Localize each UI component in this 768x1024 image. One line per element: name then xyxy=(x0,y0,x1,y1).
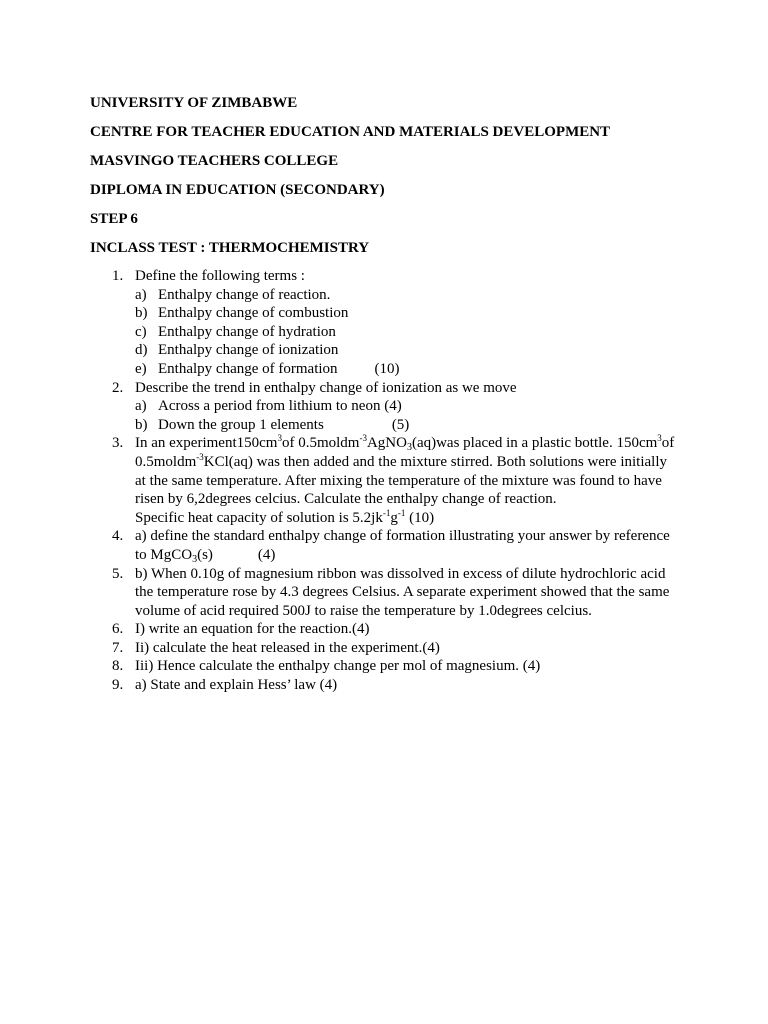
question-text: a) State and explain Hess’ law (4) xyxy=(135,677,338,694)
question-text-line xyxy=(135,453,680,472)
question-8 xyxy=(0,657,768,676)
question-text-line xyxy=(135,509,680,528)
sub-text: Enthalpy change of formation xyxy=(158,360,338,377)
question-text: Define the following terms : xyxy=(135,268,305,284)
sub-letter: b) xyxy=(135,416,148,433)
question-number: 7. xyxy=(112,639,124,656)
sub-text: Down the group 1 elements xyxy=(158,416,324,433)
question-text-line xyxy=(135,434,680,453)
sub-question xyxy=(135,286,680,305)
question-number: 9. xyxy=(112,677,124,694)
marks-label: (4) xyxy=(257,546,276,563)
question-text: Describe the trend in enthalpy change of ionization as we move xyxy=(135,379,517,396)
text-run: to MgCO xyxy=(135,546,193,563)
sub-text: Enthalpy change of ionization xyxy=(158,342,339,359)
text-run: AgNO xyxy=(366,435,407,452)
heading-university: UNIVERSITY OF ZIMBABWE xyxy=(90,95,298,111)
question-number: 5. xyxy=(112,565,124,582)
text-run: (s) xyxy=(197,546,213,563)
sub-question xyxy=(135,397,680,416)
question-text-line: a) define the standard enthalpy change of formation illustrating your answer by reference xyxy=(135,528,670,545)
sub-text: Enthalpy change of hydration xyxy=(158,323,336,340)
heading-diploma: DIPLOMA IN EDUCATION (SECONDARY) xyxy=(90,182,385,198)
superscript: 3 xyxy=(657,433,662,444)
text-run: 0.5moldm xyxy=(135,453,197,470)
question-7 xyxy=(0,639,768,658)
question-number: 2. xyxy=(112,379,124,396)
superscript: -3 xyxy=(196,451,204,462)
marks-label: (5) xyxy=(391,416,410,433)
question-text-line: the temperature rose by 4.3 degrees Celsius. A separate experiment showed that the same xyxy=(135,584,670,601)
question-number: 6. xyxy=(112,621,124,638)
question-3 xyxy=(0,434,768,527)
question-4 xyxy=(0,527,768,564)
sub-letter: d) xyxy=(135,342,148,359)
sub-text: Enthalpy change of reaction. xyxy=(158,286,331,303)
question-text-line: volume of acid required 500J to raise the temperature by 1.0degrees celcius. xyxy=(135,602,592,619)
sub-question xyxy=(135,323,680,342)
sub-text: Across a period from lithium to neon (4) xyxy=(158,398,402,415)
sub-question xyxy=(135,304,680,323)
text-run: KCl(aq) was then added and the mixture stirred. Both solutions were initially xyxy=(203,453,668,470)
question-5 xyxy=(0,565,768,621)
sub-letter: a) xyxy=(135,398,147,415)
question-1 xyxy=(0,267,768,379)
text-run: g xyxy=(390,509,398,526)
question-6 xyxy=(0,620,768,639)
sub-letter: c) xyxy=(135,323,147,340)
text-run: of xyxy=(661,435,675,452)
sub-question xyxy=(135,341,680,360)
sub-letter: e) xyxy=(135,360,147,377)
superscript: 3 xyxy=(277,433,282,444)
question-text: I) write an equation for the reaction.(4) xyxy=(135,621,370,638)
question-text: Iii) Hence calculate the enthalpy change per mol of magnesium. (4) xyxy=(135,658,541,675)
heading-college: MASVINGO TEACHERS COLLEGE xyxy=(90,153,339,169)
sub-question xyxy=(135,360,680,379)
question-number: 4. xyxy=(112,528,124,545)
question-text: Ii) calculate the heat released in the experiment.(4) xyxy=(135,639,440,656)
question-number: 8. xyxy=(112,658,124,675)
question-number: 1. xyxy=(112,268,124,284)
heading-centre: CENTRE FOR TEACHER EDUCATION AND MATERIALS DEVELOPMENT xyxy=(90,124,611,140)
question-text-line: b) When 0.10g of magnesium ribbon was dissolved in excess of dilute hydrochloric acid xyxy=(135,565,666,582)
sub-letter: a) xyxy=(135,286,147,303)
question-text-line: risen by 6,2degrees celcius. Calculate the enthalpy change of reaction. xyxy=(135,491,557,508)
superscript: -1 xyxy=(382,507,391,518)
subscript: 3 xyxy=(406,442,412,454)
superscript: -3 xyxy=(359,433,367,444)
text-run: Specific heat capacity of solution is 5.2jk xyxy=(135,509,383,526)
superscript: -1 xyxy=(397,507,406,518)
heading-step: STEP 6 xyxy=(90,211,138,227)
sub-text: Enthalpy change of combustion xyxy=(158,305,349,322)
heading-test-title: INCLASS TEST : THERMOCHEMISTRY xyxy=(90,240,370,256)
text-run: (aq)was placed in a plastic bottle. 150cm xyxy=(411,435,658,452)
marks-label: (10) xyxy=(374,360,400,377)
text-run: In an experiment150cm xyxy=(135,435,278,452)
question-9 xyxy=(0,676,768,695)
text-run: of 0.5moldm xyxy=(281,435,360,452)
question-number: 3. xyxy=(112,435,124,452)
subscript: 3 xyxy=(192,553,198,565)
marks-label: (10) xyxy=(405,509,435,526)
sub-question xyxy=(135,416,680,435)
question-list xyxy=(0,267,768,695)
question-text-line: at the same temperature. After mixing the temperature of the mixture was found to have xyxy=(135,472,662,489)
question-text-line xyxy=(135,546,680,565)
sub-letter: b) xyxy=(135,305,148,322)
question-2 xyxy=(0,379,768,435)
